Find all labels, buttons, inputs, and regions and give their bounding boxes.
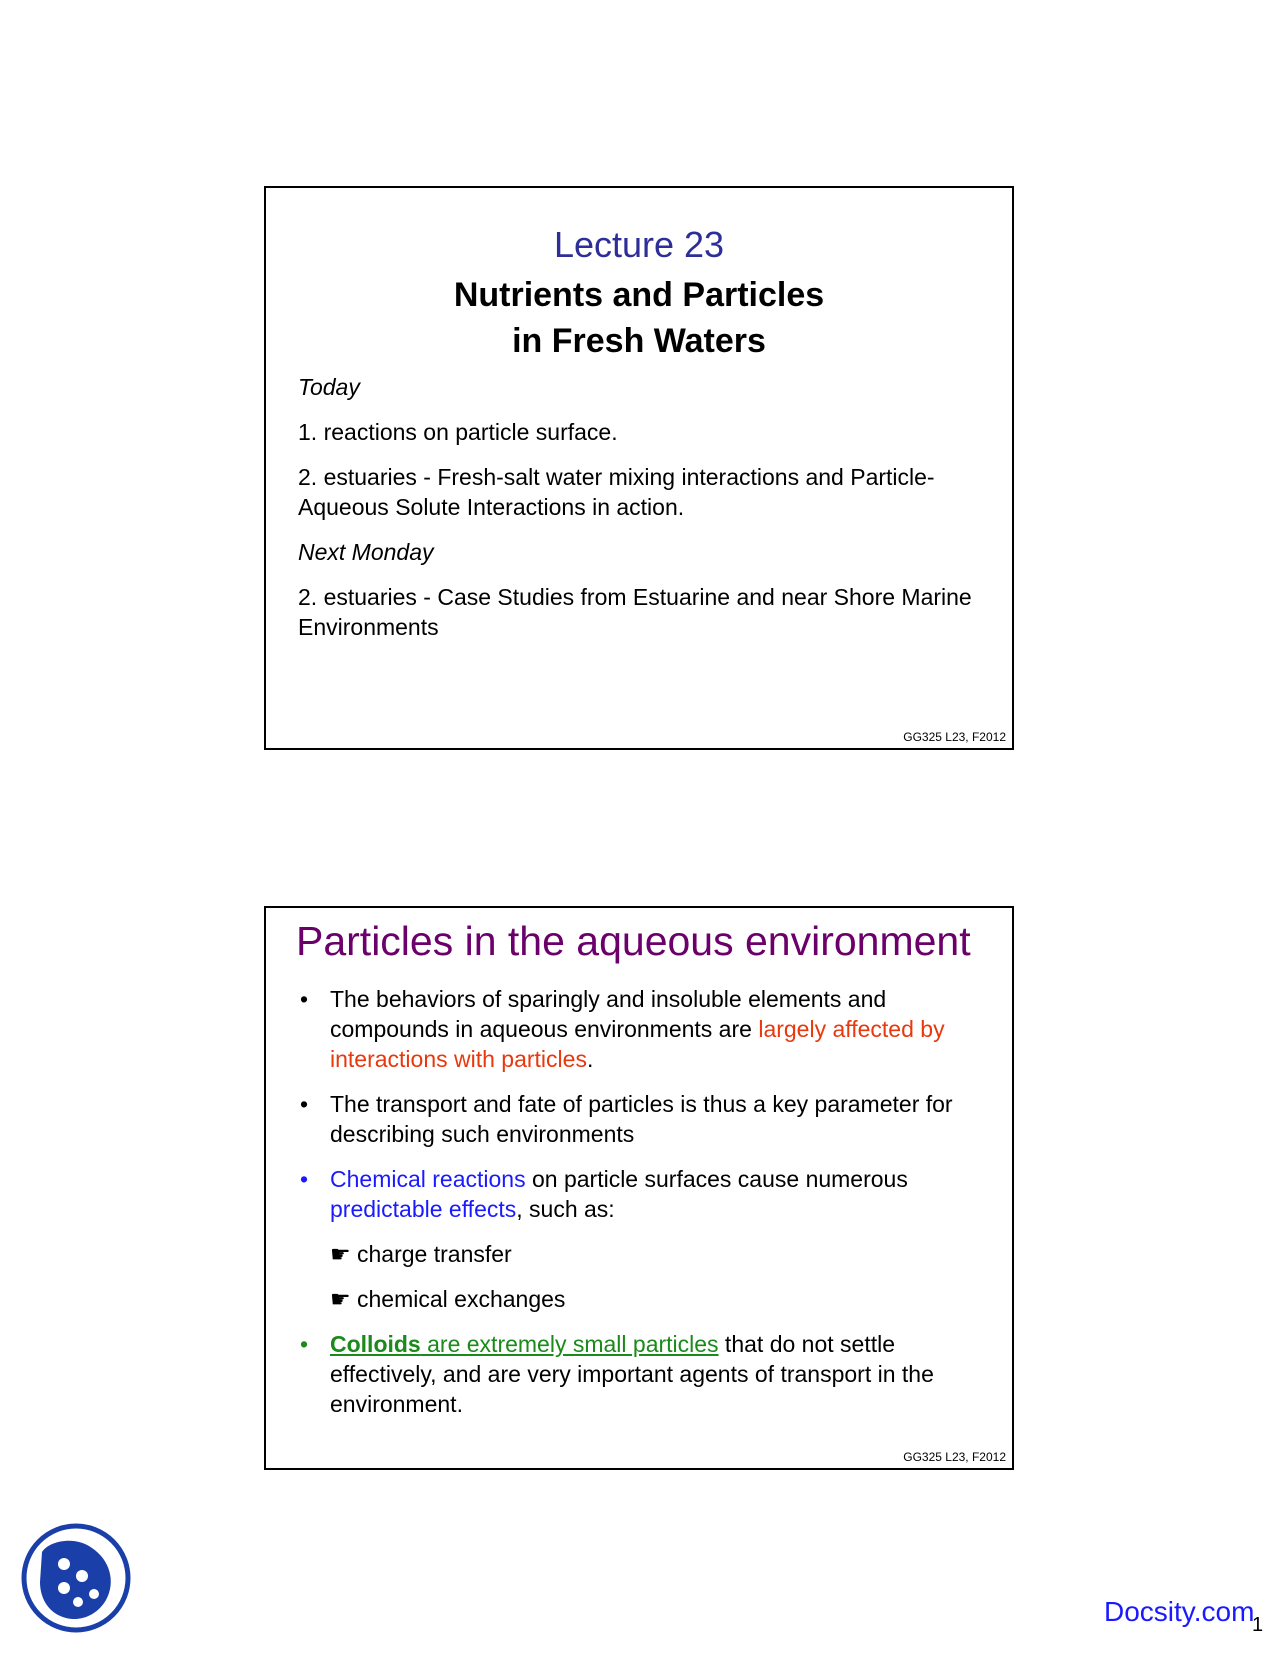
bullet-2 — [296, 1089, 986, 1149]
bullet-3 — [296, 1164, 986, 1224]
colloids-term: Colloids — [330, 1331, 421, 1357]
title-line-2: in Fresh Waters — [512, 322, 766, 360]
slide-2-title: Particles in the aqueous environment — [296, 918, 971, 964]
sub-item-1-text: charge transfer — [357, 1241, 512, 1267]
bullet-1 — [296, 984, 986, 1074]
sub-item-2 — [296, 1284, 986, 1314]
docsity-logo-icon[interactable] — [20, 1522, 132, 1634]
pointing-hand-icon: ☛ — [330, 1286, 351, 1312]
sub-item-2-text: chemical exchanges — [357, 1286, 566, 1312]
bullet-dot: • — [300, 986, 309, 1012]
bullet-3-highlight-1: Chemical reactions — [330, 1166, 526, 1192]
bullet-dot: • — [300, 1331, 309, 1357]
today-heading: Today — [298, 374, 360, 400]
page-number: 1 — [1252, 1614, 1264, 1636]
bullet-4-text: that do not settle effectively, and are very important agents of transport in the environment. — [330, 1331, 934, 1417]
agenda-item-1: 1. reactions on particle surface. — [298, 419, 618, 445]
slide-1-footer: GG325 L23, F2012 — [903, 730, 1006, 744]
next-monday-heading: Next Monday — [298, 539, 434, 565]
agenda-item-2: 2. estuaries - Fresh-salt water mixing interactions and Particle-Aqueous Solute Interactions in action. — [298, 464, 935, 520]
lecture-number: Lecture 23 — [553, 224, 725, 265]
bullet-4 — [296, 1329, 986, 1419]
agenda-item-3: 2. estuaries - Case Studies from Estuarine and near Shore Marine Environments — [298, 584, 972, 640]
bullet-2-text: The transport and fate of particles is thus a key parameter for describing such environments — [330, 1091, 953, 1147]
bullet-dot: • — [300, 1166, 309, 1192]
bullet-1-highlight: largely affected by interactions with particles — [330, 1016, 945, 1072]
bullet-3-highlight-2: predictable effects — [330, 1196, 517, 1222]
docsity-brand-link[interactable]: Docsity.com — [1104, 1596, 1255, 1627]
title-line-1: Nutrients and Particles — [453, 276, 825, 314]
bullet-3-end: , such as: — [516, 1196, 615, 1222]
slide-2 — [264, 906, 1014, 1470]
bullet-3-text: on particle surfaces cause numerous — [525, 1166, 908, 1192]
bullet-4-highlight: are extremely small particles — [420, 1331, 719, 1357]
slide-1-title — [266, 272, 1012, 364]
sub-item-1 — [296, 1239, 986, 1269]
slide-1 — [264, 186, 1014, 750]
slide-2-footer: GG325 L23, F2012 — [903, 1450, 1006, 1464]
bullet-1-end: . — [586, 1046, 594, 1072]
slide-1-body — [298, 372, 978, 657]
bullet-dot: • — [300, 1091, 309, 1117]
bullet-1-text: The behaviors of sparingly and insoluble elements and compounds in aqueous environments are — [330, 986, 887, 1042]
pointing-hand-icon: ☛ — [330, 1241, 351, 1267]
slide-2-body — [296, 984, 986, 1434]
